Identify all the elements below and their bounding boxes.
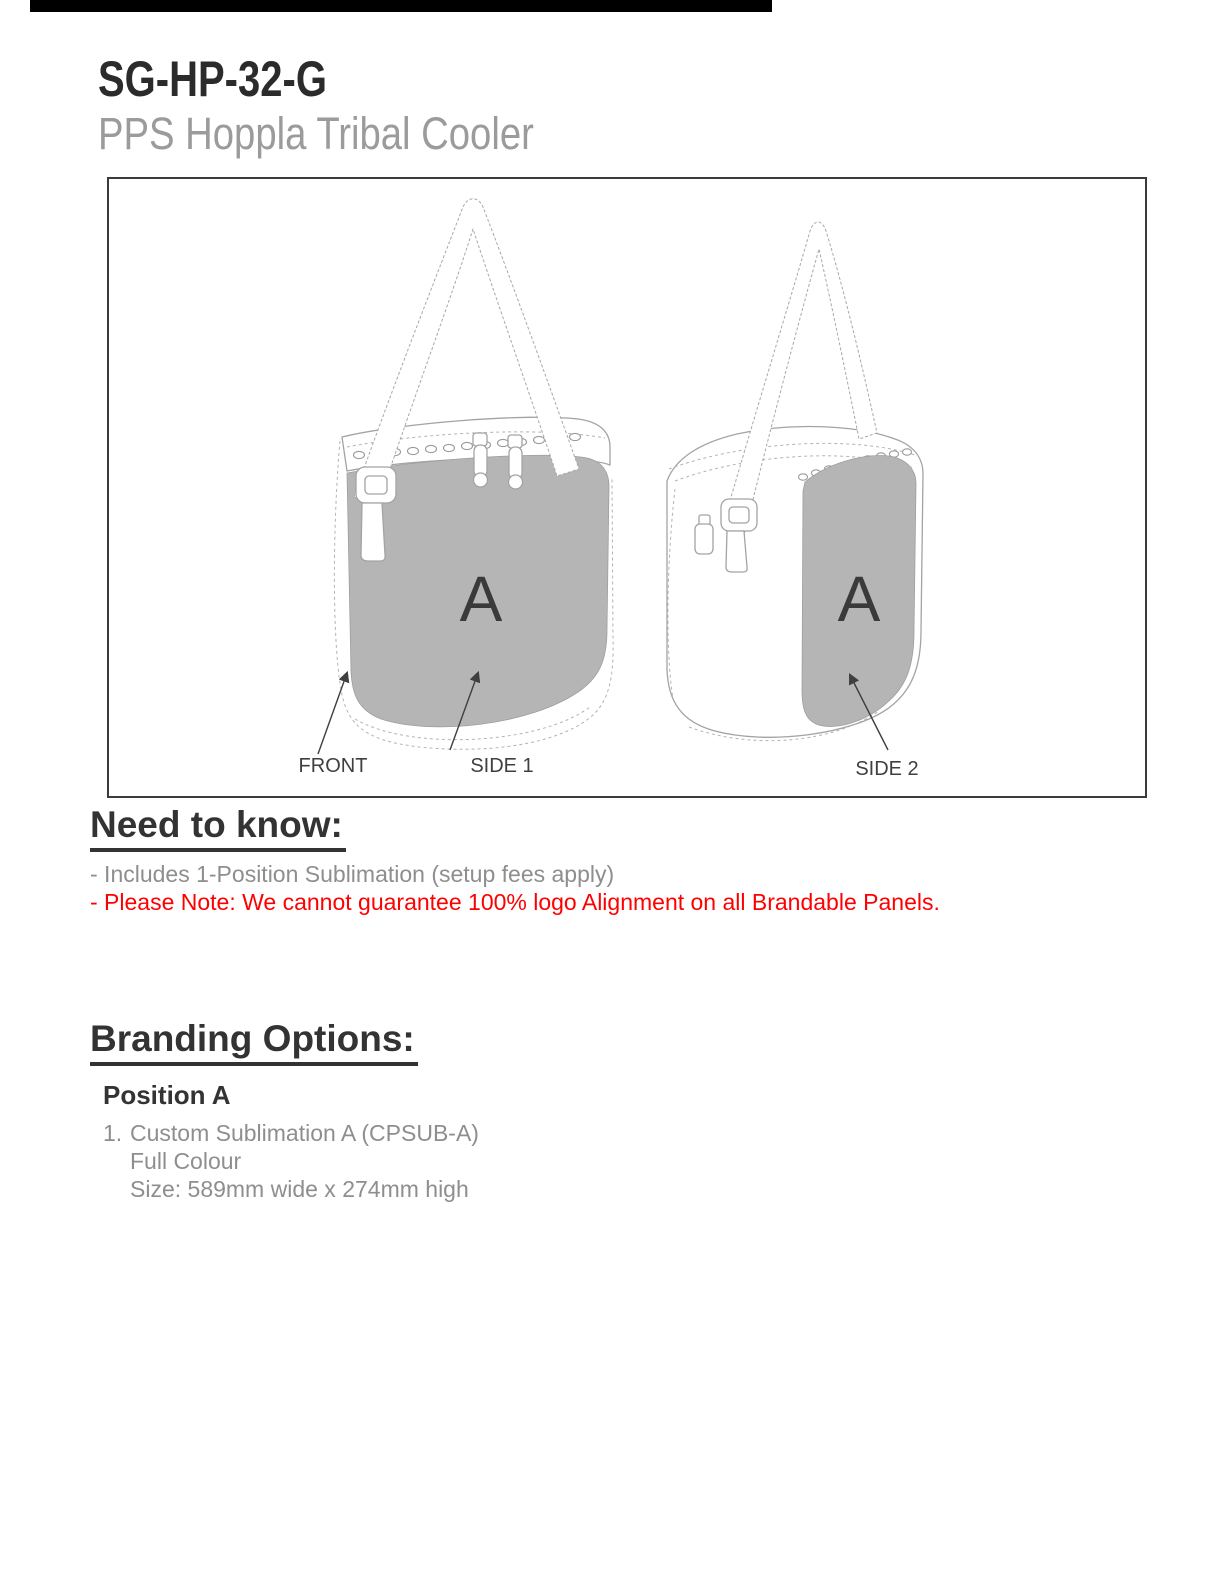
branding-option-row <box>103 1119 479 1147</box>
front-label-arrow <box>318 673 347 754</box>
product-diagram-frame <box>107 177 1147 798</box>
page-header <box>98 51 611 159</box>
branding-position-a <box>103 1080 479 1203</box>
position-marker-side: A <box>837 563 881 635</box>
note-alignment-warning: - Please Note: We cannot guarantee 100% logo Alignment on all Brandable Panels. <box>90 888 940 915</box>
front-bag-drawing <box>334 199 613 749</box>
product-code: SG-HP-32-G <box>98 51 327 107</box>
position-marker-front: A <box>459 563 503 635</box>
branding-option-number: 1. <box>103 1119 123 1146</box>
top-black-bar <box>30 0 772 12</box>
product-name: PPS Hoppla Tribal Cooler <box>98 108 534 159</box>
note-sublimation-included: - Includes 1-Position Sublimation (setup fees apply) <box>90 860 615 887</box>
branding-option-detail-size: Size: 589mm wide x 274mm high <box>130 1175 469 1202</box>
need-to-know-section <box>90 806 940 918</box>
side-bag-drawing <box>667 222 923 741</box>
view-label-side1: SIDE 1 <box>470 755 534 777</box>
need-to-know-notes <box>90 862 940 915</box>
view-label-front: FRONT <box>298 755 368 777</box>
cooler-bag-diagram <box>109 179 1145 796</box>
branding-options-section <box>90 1020 479 1203</box>
branding-options-heading: Branding Options: <box>90 1020 418 1066</box>
branding-option-detail-colour: Full Colour <box>130 1147 242 1174</box>
need-to-know-heading: Need to know: <box>90 806 346 852</box>
position-a-title: Position A <box>103 1079 231 1110</box>
branding-option-name: Custom Sublimation A (CPSUB-A) <box>130 1119 479 1146</box>
view-label-side2: SIDE 2 <box>855 758 919 780</box>
